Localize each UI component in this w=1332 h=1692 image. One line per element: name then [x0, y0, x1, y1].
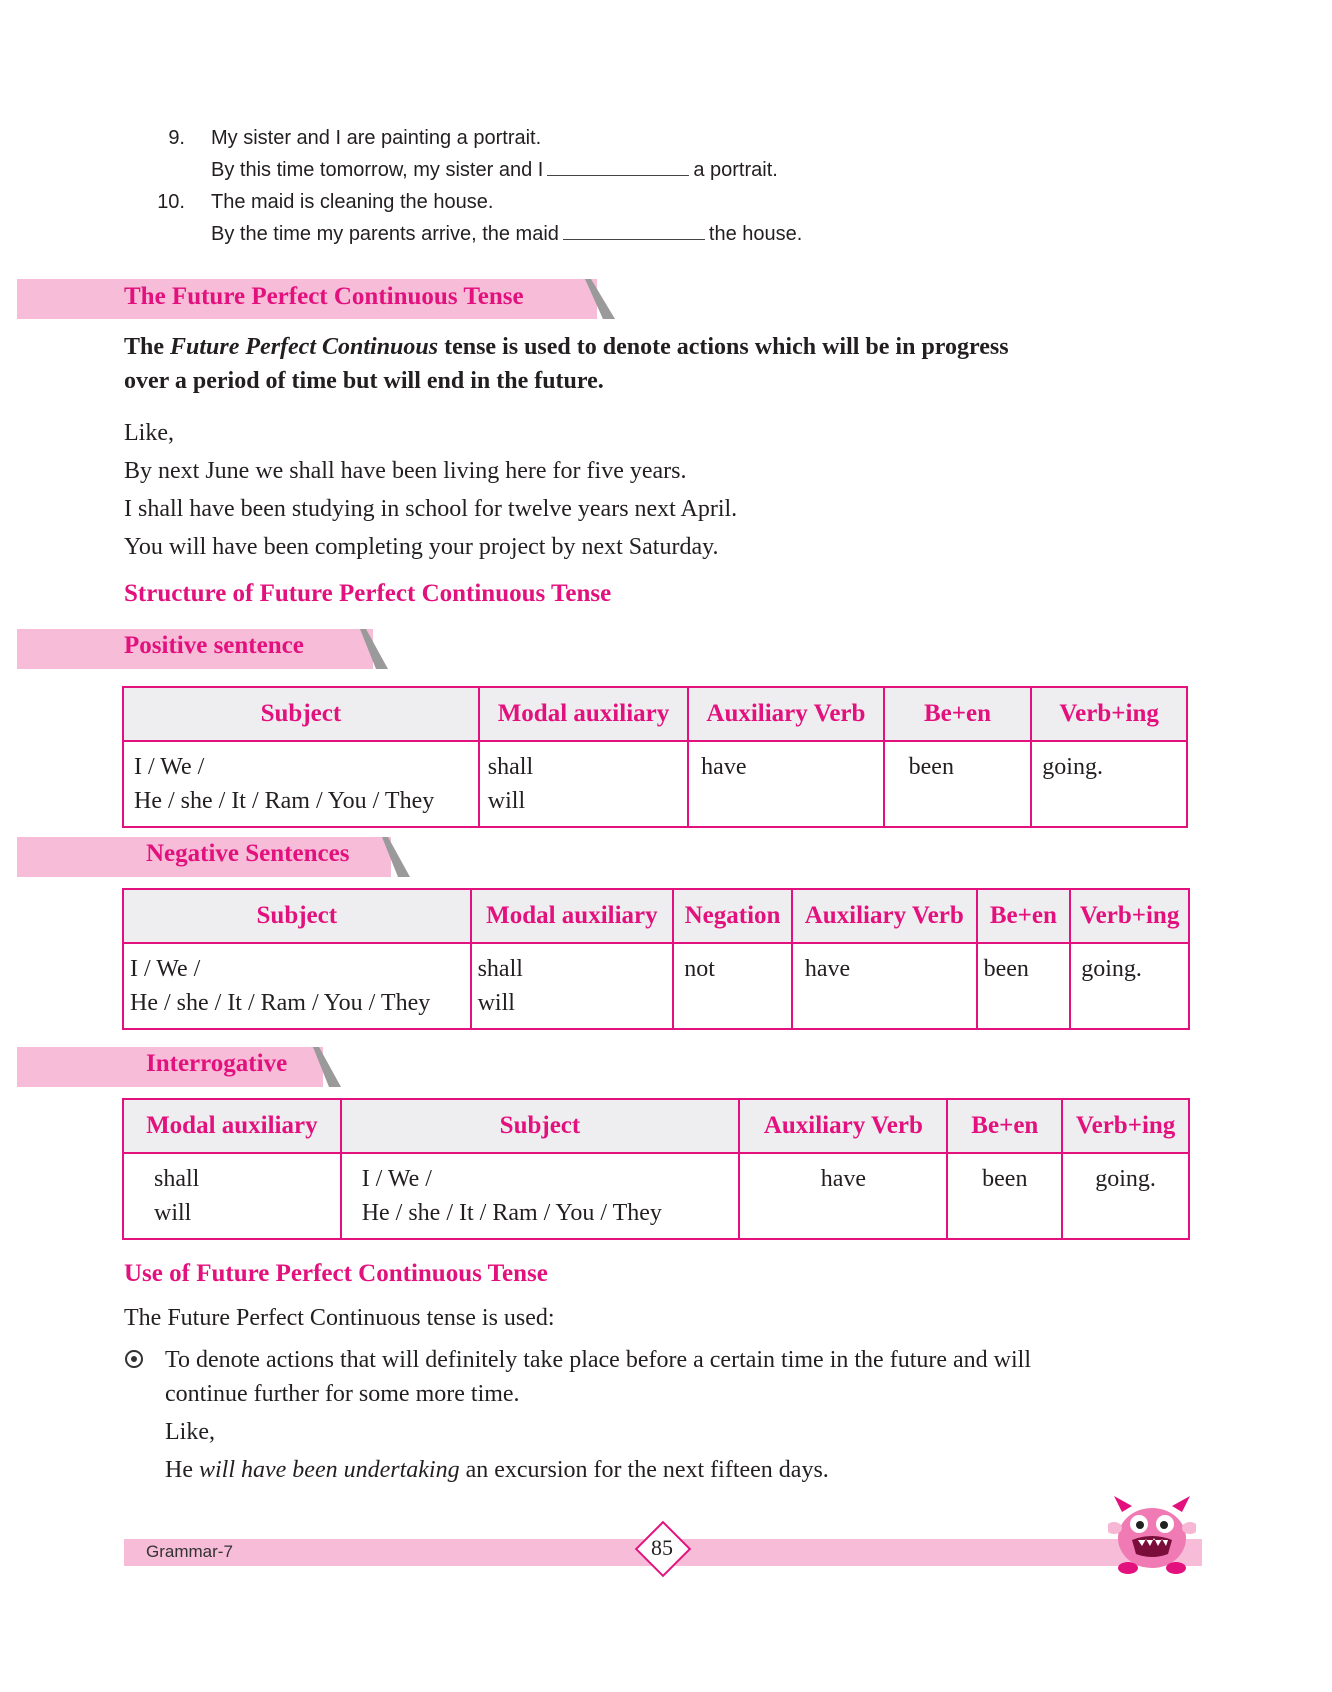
exercise-number: 10. [157, 191, 185, 213]
subject-line-2: He / she / It / Ram / You / They [361, 1200, 662, 1226]
section-title: The Future Perfect Continuous Tense [124, 283, 524, 310]
negative-table [122, 888, 1190, 1030]
subject-line-1: I / We / [134, 754, 205, 780]
header-subject: Subject [341, 1099, 740, 1153]
answer-blank[interactable] [547, 155, 689, 176]
band-tail-decoration [360, 629, 388, 669]
example-sentence: You will have been completing your project by next Saturday. [124, 534, 719, 560]
aux-value: have [804, 956, 851, 982]
header-been: Be+en [947, 1099, 1062, 1153]
band-tail-decoration [382, 837, 410, 877]
subject-line-1: I / We / [361, 1166, 432, 1192]
modal-shall: shall [487, 754, 534, 780]
page-number: 85 [651, 1535, 673, 1560]
example-sentence: By next June we shall have been living here for five years. [124, 458, 687, 484]
definition-line-2: over a period of time but will end in the future. [124, 368, 604, 394]
modal-will: will [477, 990, 515, 1016]
interrogative-table [122, 1098, 1190, 1240]
use-example: He will have been undertaking an excursion for the next fifteen days. [165, 1457, 829, 1483]
definition-term: Future Perfect Continuous [170, 334, 439, 360]
use-line-1: To denote actions that will definitely take place before a certain time in the future and will [165, 1347, 1031, 1373]
header-subject: Subject [123, 687, 479, 741]
use-heading: Use of Future Perfect Continuous Tense [124, 1260, 548, 1287]
use-intro: The Future Perfect Continuous tense is used: [124, 1305, 555, 1331]
exercise-10 [145, 186, 945, 250]
exercise-number: 9. [168, 127, 185, 149]
modal-will: will [154, 1200, 192, 1226]
structure-heading: Structure of Future Perfect Continuous Tense [124, 580, 612, 607]
definition: The Future Perfect Continuous tense is used to denote actions which will be in progress over a period of time but will end in the future. [124, 330, 1224, 398]
header-modal: Modal auxiliary [479, 687, 688, 741]
been-value: been [908, 754, 954, 780]
modal-shall: shall [154, 1166, 200, 1192]
header-modal: Modal auxiliary [471, 889, 674, 943]
verb-value: going. [1095, 1166, 1156, 1192]
subject-line-2: He / she / It / Ram / You / They [134, 788, 435, 814]
use-line-2: continue further for some more time. [165, 1381, 520, 1407]
header-verb: Verb+ing [1062, 1099, 1189, 1153]
monster-mascot-icon [1108, 1494, 1196, 1576]
interrogative-label: Interrogative [146, 1050, 288, 1077]
exercise-sentence: My sister and I are painting a portrait. [211, 127, 542, 149]
bullet-icon [125, 1350, 143, 1368]
modal-will: will [487, 788, 526, 814]
use-like: Like, [165, 1419, 215, 1445]
header-verb: Verb+ing [1070, 889, 1189, 943]
modal-shall: shall [477, 956, 523, 982]
positive-label: Positive sentence [124, 632, 304, 659]
subject-line-2: He / she / It / Ram / You / They [130, 990, 431, 1016]
header-been: Be+en [884, 687, 1032, 741]
exercise-prompt: By this time tomorrow, my sister and I [211, 159, 544, 181]
header-modal: Modal auxiliary [123, 1099, 341, 1153]
examples [124, 414, 737, 566]
use-bullet [165, 1343, 1205, 1487]
band-tail-decoration [313, 1047, 341, 1087]
header-negation: Negation [673, 889, 792, 943]
answer-blank[interactable] [563, 219, 705, 240]
exercise-prompt: By the time my parents arrive, the maid [211, 223, 559, 245]
exercise-9 [145, 122, 945, 186]
exercise-prompt-end: the house. [708, 223, 803, 245]
header-verb: Verb+ing [1031, 687, 1187, 741]
header-aux: Auxiliary Verb [739, 1099, 947, 1153]
verb-value: going. [1081, 956, 1142, 982]
exercise-prompt-end: a portrait. [693, 159, 778, 181]
verb-value: going. [1042, 754, 1103, 780]
exercise-sentence: The maid is cleaning the house. [211, 191, 494, 213]
examples-intro: Like, [124, 420, 174, 446]
header-subject: Subject [123, 889, 471, 943]
header-aux: Auxiliary Verb [792, 889, 977, 943]
negative-label: Negative Sentences [146, 840, 350, 867]
positive-table [122, 686, 1188, 828]
header-aux: Auxiliary Verb [688, 687, 883, 741]
negation-value: not [684, 956, 715, 982]
subject-line-1: I / We / [130, 956, 201, 982]
aux-value: have [701, 754, 747, 780]
example-sentence: I shall have been studying in school for twelve years next April. [124, 496, 738, 522]
been-value: been [982, 1166, 1028, 1192]
aux-value: have [820, 1166, 866, 1192]
footer-book-title: Grammar-7 [146, 1542, 233, 1561]
band-tail-decoration [585, 279, 615, 319]
header-been: Be+en [977, 889, 1071, 943]
been-value: been [983, 956, 1029, 982]
use-example-verb: will have been undertaking [198, 1457, 460, 1483]
